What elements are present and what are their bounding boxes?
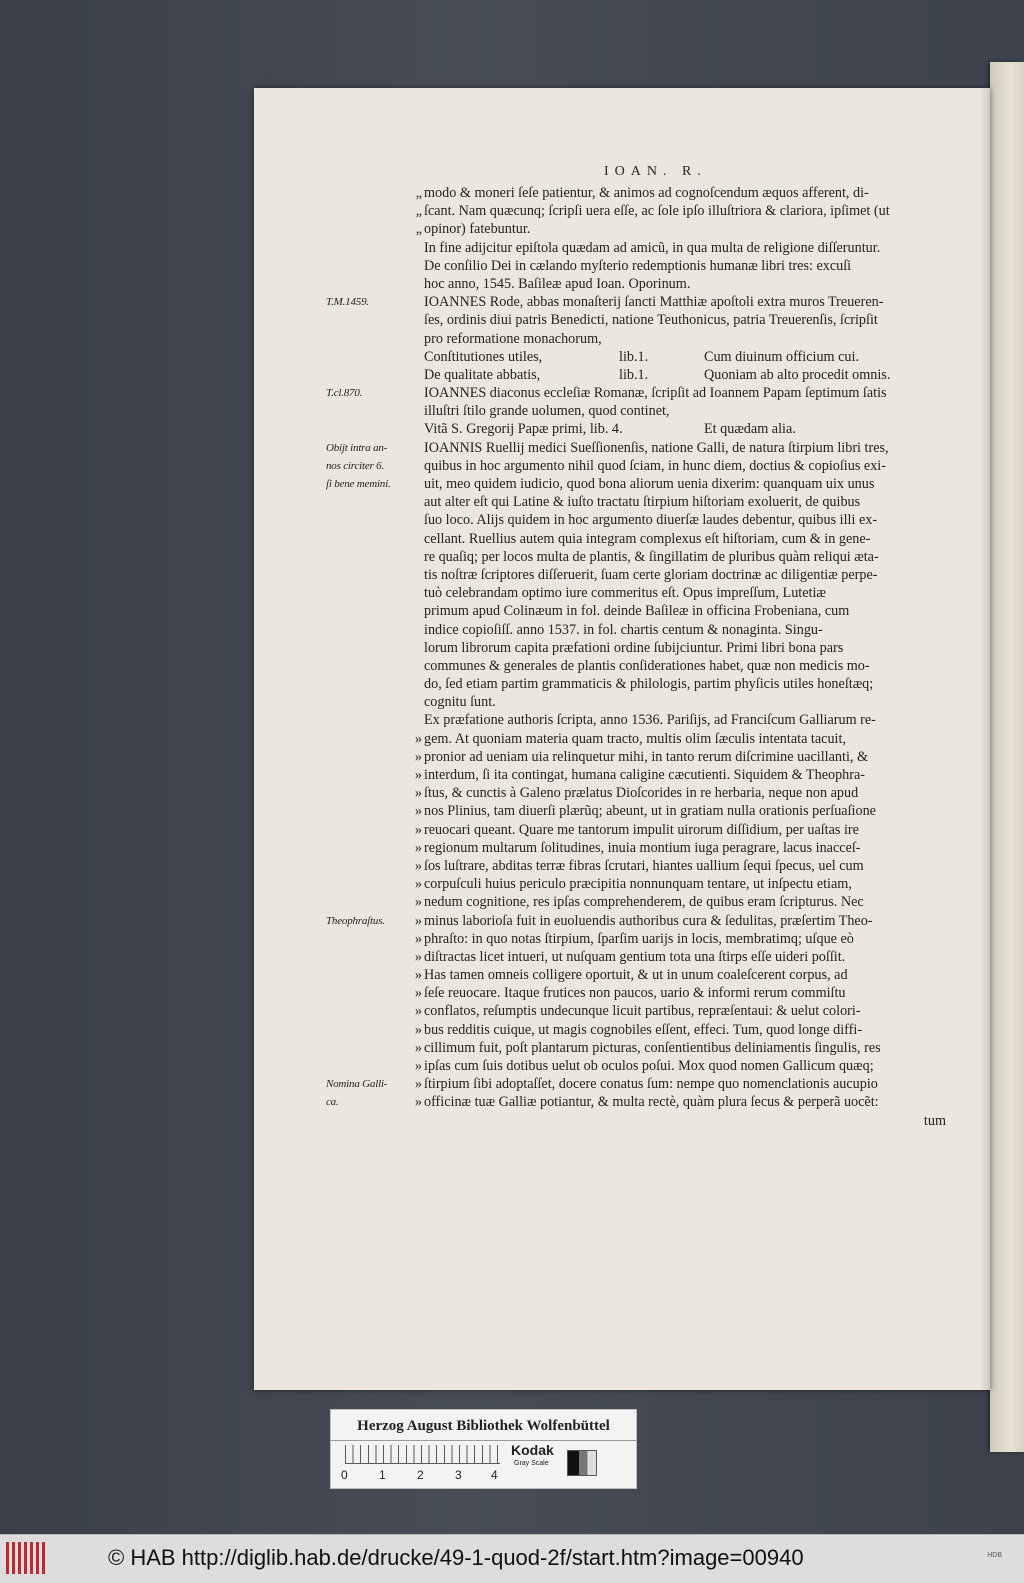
text-line	[254, 584, 990, 602]
quote-mark: „	[415, 203, 422, 220]
column-book: lib.1.	[619, 348, 649, 365]
column-title: Conſtitutiones utiles,	[424, 348, 543, 365]
text-line	[254, 766, 990, 784]
quote-mark: »	[414, 785, 422, 802]
line-text: corpuſculi huius periculo præcipitia nonnunquam tentare, ut inſpectu etiam,	[424, 876, 852, 893]
text-line	[254, 1075, 990, 1093]
quote-mark: »	[414, 803, 422, 820]
text-line	[254, 439, 990, 457]
ruler-number: 2	[417, 1468, 424, 1482]
line-text: Has tamen omneis colligere oportuit, & ut in unum coaleſcerent corpus, ad	[424, 967, 848, 984]
quote-mark: »	[414, 1021, 422, 1038]
line-text: IOANNES diaconus eccleſiæ Romanæ, ſcripſit ad Ioannem Papam ſeptimum ſatis	[424, 385, 887, 402]
column-title: Vitã S. Gregorij Papæ primi, lib. 4.	[424, 421, 623, 438]
text-line	[254, 548, 990, 566]
running-head: IOAN. R.	[604, 164, 707, 179]
margin-note: nos circiter 6.	[326, 459, 384, 472]
text-line	[254, 657, 990, 675]
margin-note: ca.	[326, 1096, 339, 1109]
text-line	[254, 839, 990, 857]
line-text: In fine adijcitur epiſtola quædam ad amicũ, in qua multa de religione diſſeruntur.	[424, 239, 881, 256]
book-page	[254, 88, 990, 1390]
text-line	[254, 1093, 990, 1111]
column-incipit: Cum diuinum officium cui.	[704, 348, 860, 365]
line-text: opinor) fatebuntur.	[424, 221, 531, 238]
ruler-number: 0	[341, 1468, 348, 1482]
text-line	[254, 1112, 990, 1130]
line-text: cognitu ſunt.	[424, 694, 496, 711]
line-text: cillimum fuit, poſt plantarum picturas, conſentientibus deliniamentis ſingulis, res	[424, 1039, 881, 1056]
column-incipit: Quoniam ab alto procedit omnis.	[704, 366, 891, 383]
text-line	[254, 402, 990, 420]
text-line	[254, 639, 990, 657]
gray-scale-label: Gray Scale	[514, 1460, 549, 1467]
text-line	[254, 693, 990, 711]
line-text: indice copioſiſſ. anno 1537. in fol. chartis centum & nonaginta. Singu-	[424, 621, 823, 638]
text-line	[254, 1021, 990, 1039]
text-line	[254, 511, 990, 529]
margin-note: T.cl.870.	[326, 387, 363, 400]
line-text: modo & moneri ſeſe patientur, & animos ad cognoſcendum æquos afferent, di-	[424, 185, 869, 201]
text-block	[254, 184, 990, 1130]
line-text: tuò celebrandam optimo iure commeritus eſt. Opus impreſſum, Lutetiæ	[424, 585, 826, 602]
line-text: ſuo loco. Alijs quidem in hoc argumento diuerſæ laudes debentur, quibus illi ex-	[424, 512, 878, 529]
quote-mark: »	[414, 894, 422, 911]
ruler-number: 3	[455, 1468, 462, 1482]
quote-mark: »	[414, 748, 422, 765]
quote-mark: „	[415, 221, 422, 238]
text-line	[254, 784, 990, 802]
quote-mark: »	[414, 967, 422, 984]
text-line	[254, 1039, 990, 1057]
column-title: De qualitate abbatis,	[424, 366, 541, 383]
line-text: minus laborioſa fuit in euoluendis authoribus cura & ſedulitas, præſertim Theo-	[424, 912, 873, 929]
text-line	[254, 675, 990, 693]
line-text: IOANNIS Ruellij medici Sueſſionenſis, natione Galli, de natura ſtirpium libri tres,	[424, 439, 889, 456]
quote-mark: »	[414, 948, 422, 965]
line-text: communes & generales de plantis conſiderationes habet, quæ non medicis mo-	[424, 657, 870, 674]
text-line	[254, 566, 990, 584]
ruler-number: 1	[379, 1468, 386, 1482]
line-text: reuocari queant. Quare me tantorum impulit uirorum diſſidium, per uaſtas ire	[424, 821, 859, 838]
kodak-logo: Kodak	[511, 1442, 554, 1458]
text-line	[254, 202, 990, 220]
line-text: quibus in hoc argumento nihil quod ſciam, in hunc diem, doctius & copioſius exi-	[424, 457, 886, 474]
quote-mark: »	[414, 1094, 422, 1111]
library-color-card	[330, 1409, 637, 1489]
quote-mark: »	[414, 839, 422, 856]
text-line	[254, 857, 990, 875]
quote-mark: »	[414, 1076, 422, 1093]
line-text: ſtus, & cunctis à Galeno prælatus Dioſcorides in re herbaria, neque non apud	[424, 785, 859, 802]
text-line	[254, 475, 990, 493]
text-line	[254, 984, 990, 1002]
text-line	[254, 602, 990, 620]
line-text: nos Plinius, tam diuerſi plærũq; abeunt, ut in gratiam nulla orationis perſuaſione	[424, 803, 876, 820]
margin-note: Nomina Galli-	[326, 1078, 388, 1091]
line-text: illuſtri ſtilo grande uolumen, quod continet,	[424, 403, 670, 420]
line-text: bus redditis cuique, ut magis cognobiles eſſent, effeci. Tum, quod longe diffi-	[424, 1021, 863, 1038]
catchword: tum	[923, 1112, 946, 1129]
line-text: do, ſed etiam partim grammaticis & philologis, partim phyſicis utiles honeſtæq;	[424, 676, 874, 693]
text-line	[254, 930, 990, 948]
line-text: primum apud Colinæum in fol. deinde Baſileæ in officina Frobeniana, cum	[424, 603, 850, 620]
footer-signature: HDB	[987, 1552, 1002, 1559]
quote-mark: „	[415, 185, 422, 201]
text-line	[254, 457, 990, 475]
ruler-number: 4	[491, 1468, 498, 1482]
line-text: ſeſe reuocare. Itaque frutices non paucos, uario & informi rerum commiſtu	[424, 985, 846, 1002]
text-line	[254, 239, 990, 257]
line-text: cellant. Ruellius autem quia integram complexus eſt hiſtoriam, cum & in gene-	[424, 530, 871, 547]
quote-mark: »	[414, 821, 422, 838]
text-line	[254, 348, 990, 366]
quote-mark: »	[414, 1039, 422, 1056]
line-text: aut alter eſt qui Latine & iuſto tractatu ſtirpium hiſtoriam exoluerit, de quibus	[424, 494, 861, 511]
text-line	[254, 530, 990, 548]
text-line	[254, 493, 990, 511]
quote-mark: »	[414, 876, 422, 893]
column-incipit: Et quædam alia.	[704, 421, 796, 438]
line-text: ſcant. Nam quæcunq; ſcripſi uera eſſe, ac ſole ipſo illuſtriora & clariora, ipſimet (ut	[424, 203, 890, 220]
text-line	[254, 821, 990, 839]
quote-mark: »	[414, 912, 422, 929]
text-line	[254, 875, 990, 893]
footer-bar	[0, 1534, 1024, 1583]
quote-mark: »	[414, 985, 422, 1002]
line-text: tis noſtræ ſcriptores diſſeruerit, ſuam certe gloriam doctrinæ ac diligentiæ perpe-	[424, 566, 878, 583]
column-book: lib.1.	[619, 366, 649, 383]
card-divider	[331, 1440, 636, 1441]
text-line	[254, 366, 990, 384]
text-line	[254, 748, 990, 766]
text-line	[254, 220, 990, 238]
library-name: Herzog August Bibliothek Wolfenbüttel	[357, 1418, 610, 1434]
text-line	[254, 948, 990, 966]
line-text: gem. At quoniam materia quam tracto, multis olim ſæculis intentata tacuit,	[424, 730, 846, 747]
hab-logo-icon	[6, 1542, 46, 1574]
quote-mark: »	[414, 857, 422, 874]
gray-scale-patch	[567, 1450, 597, 1476]
text-line	[254, 802, 990, 820]
text-line	[254, 184, 990, 202]
ruler-scale	[345, 1445, 500, 1464]
line-text: uit, meo quidem iudicio, quod bona aliorum uenia dixerim: quanquam uix unus	[424, 476, 875, 492]
line-text: phraſto: in quo notas ſtirpium, ſparſim uarijs in locis, membratimq; uſque eò	[424, 930, 854, 947]
line-text: nedum cognitione, res ipſas comprehenderem, de quibus eram ſcripturus. Nec	[424, 894, 864, 911]
quote-mark: »	[414, 1058, 422, 1074]
line-text: Ex præfatione authoris ſcripta, anno 1536. Pariſijs, ad Franciſcum Galliarum re-	[424, 712, 876, 729]
margin-note: T.M.1459.	[326, 296, 369, 309]
text-line	[254, 1002, 990, 1020]
facing-page-edge	[990, 62, 1024, 1452]
line-text: diſtractas licet intueri, ut nuſquam gentium tota una ſtirps eſſe uideri poſſit.	[424, 948, 846, 965]
line-text: pronior ad ueniam uia relinquetur mihi, in tanto rerum diſcrimine uacillanti, &	[424, 748, 869, 765]
quote-mark: »	[414, 730, 422, 747]
line-text: re quaſiq; per locos multa de plantis, & ſingillatim de pluribus quàm reliqui æta-	[424, 548, 879, 565]
text-line	[254, 384, 990, 402]
line-text: officinæ tuæ Galliæ potiantur, & multa rectè, quàm plura ſecus & perperã uocẽt:	[424, 1094, 879, 1111]
line-text: pro reformatione monachorum,	[424, 330, 602, 347]
text-line	[254, 966, 990, 984]
line-text: De conſilio Dei in cælando myſterio redemptionis humanæ libri tres: excuſi	[424, 257, 852, 274]
text-line	[254, 912, 990, 930]
line-text: interdum, ſi ita contingat, humana caligine cæcutienti. Siquidem & Theophra-	[424, 767, 866, 783]
text-line	[254, 293, 990, 311]
line-text: ſos luſtrare, abditas terræ fibras ſcrutari, hiantes uallium ſequi ſpecus, uel cum	[424, 857, 864, 874]
quote-mark: »	[414, 930, 422, 947]
quote-mark: »	[414, 1003, 422, 1020]
text-line	[254, 1057, 990, 1075]
line-text: ſtirpium ſibi adoptaſſet, docere conatus ſum: nempe quo nomenclationis aucupio	[424, 1076, 878, 1093]
text-line	[254, 275, 990, 293]
line-text: ipſas cum ſuis dotibus uelut ob oculos poſui. Mox quod nomen Gallicum quæq;	[424, 1058, 874, 1074]
text-line	[254, 257, 990, 275]
line-text: IOANNES Rode, abbas monaſterij ſancti Matthiæ apoſtoli extra muros Treueren-	[424, 294, 884, 311]
margin-note: Theophraſtus.	[326, 914, 385, 927]
text-line	[254, 893, 990, 911]
text-line	[254, 330, 990, 348]
line-text: ſes, ordinis diui patris Benedicti, natione Teuthonicus, patria Treuerenſis, ſcripſit	[424, 312, 878, 329]
margin-note: Obijt intra an-	[326, 441, 388, 454]
text-line	[254, 420, 990, 438]
text-line	[254, 711, 990, 729]
text-line	[254, 311, 990, 329]
line-text: lorum librorum capita præfationi ordine ſubijciuntur. Primi libri bona pars	[424, 639, 844, 656]
line-text: conflatos, reſumptis undecunque licuit partibus, repræſentaui: & uelut colori-	[424, 1003, 861, 1020]
text-line	[254, 730, 990, 748]
footer-copyright-url[interactable]: © HAB http://diglib.hab.de/drucke/49-1-quod-2f/start.htm?image=00940	[108, 1545, 804, 1570]
margin-note: ſi bene memini.	[326, 478, 391, 490]
line-text: regionum multarum ſolitudines, inuia montium iuga peragrare, lacus inacceſ-	[424, 839, 861, 856]
text-line	[254, 621, 990, 639]
line-text: hoc anno, 1545. Baſileæ apud Ioan. Oporinum.	[424, 275, 691, 292]
quote-mark: »	[414, 767, 422, 783]
